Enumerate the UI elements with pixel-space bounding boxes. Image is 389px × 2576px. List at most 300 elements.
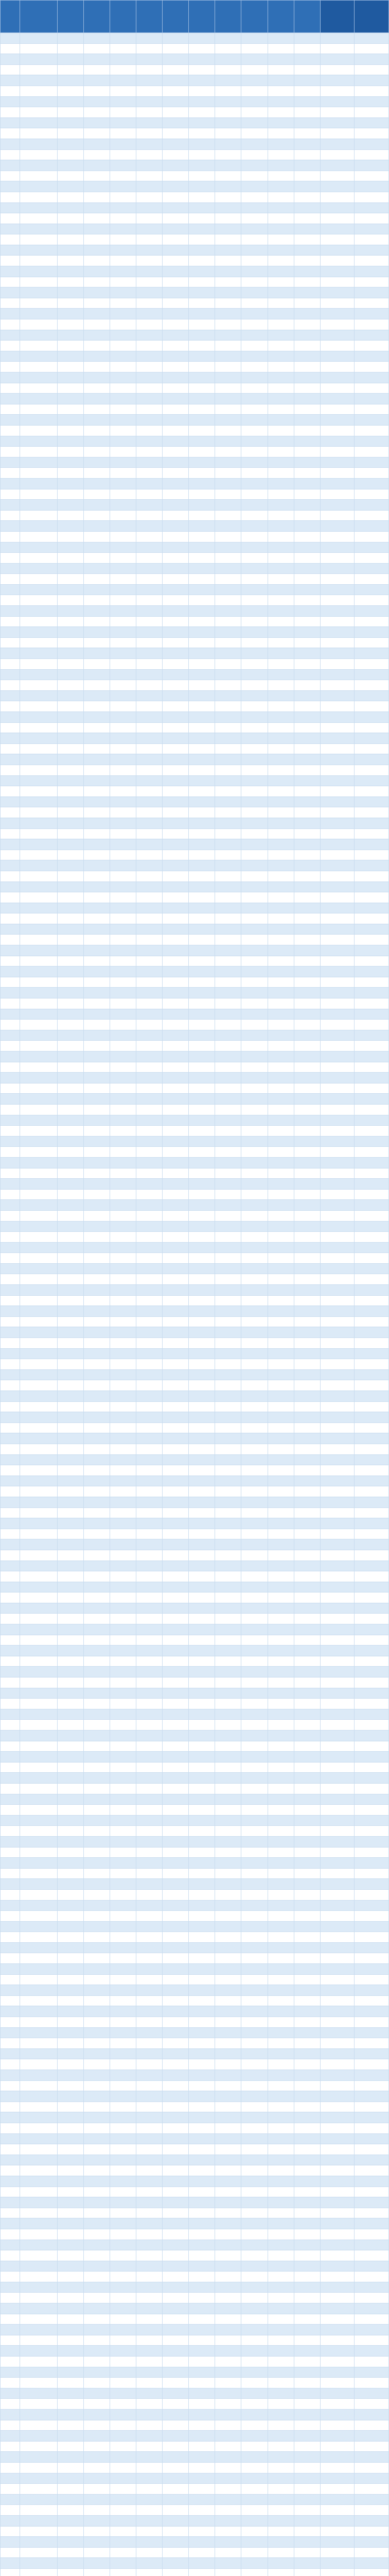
table-cell bbox=[355, 436, 389, 447]
table-cell bbox=[84, 2325, 110, 2335]
table-cell bbox=[355, 1624, 389, 1635]
table-cell bbox=[320, 2080, 355, 2091]
table-cell bbox=[320, 1783, 355, 1794]
table-cell bbox=[189, 1582, 215, 1592]
table-cell bbox=[110, 945, 136, 956]
table-cell bbox=[84, 743, 110, 754]
table-cell bbox=[20, 1168, 57, 1179]
table-row bbox=[1, 1009, 389, 1020]
table-cell bbox=[136, 1995, 163, 2006]
table-cell bbox=[241, 1720, 268, 1731]
table-cell bbox=[241, 542, 268, 553]
table-cell bbox=[163, 1847, 189, 1858]
table-cell bbox=[215, 2388, 241, 2399]
table-cell bbox=[20, 2526, 57, 2537]
table-cell bbox=[163, 1868, 189, 1879]
table-cell bbox=[215, 1380, 241, 1391]
table-row bbox=[1, 1348, 389, 1359]
table-cell bbox=[320, 1858, 355, 1869]
table-cell bbox=[294, 1836, 320, 1847]
table-cell bbox=[241, 1316, 268, 1327]
table-cell bbox=[215, 351, 241, 362]
table-cell bbox=[110, 2293, 136, 2303]
table-cell bbox=[355, 1635, 389, 1646]
table-cell bbox=[268, 754, 294, 765]
table-cell bbox=[20, 1667, 57, 1677]
table-cell bbox=[136, 977, 163, 988]
table-cell bbox=[215, 298, 241, 309]
table-cell bbox=[1, 743, 20, 754]
table-row bbox=[1, 1889, 389, 1900]
table-cell bbox=[355, 733, 389, 744]
table-row bbox=[1, 903, 389, 913]
table-cell bbox=[58, 1253, 84, 1264]
table-cell bbox=[84, 1422, 110, 1433]
table-cell bbox=[163, 1614, 189, 1624]
table-cell bbox=[20, 1232, 57, 1243]
table-cell bbox=[268, 2558, 294, 2569]
table-cell bbox=[163, 882, 189, 892]
table-cell bbox=[84, 1433, 110, 1444]
table-cell bbox=[136, 1646, 163, 1656]
table-cell bbox=[84, 1168, 110, 1179]
table-cell bbox=[110, 701, 136, 712]
table-cell bbox=[320, 1646, 355, 1656]
table-cell bbox=[320, 341, 355, 351]
table-cell bbox=[294, 1635, 320, 1646]
table-cell bbox=[84, 149, 110, 160]
table-cell bbox=[20, 967, 57, 977]
table-cell bbox=[294, 733, 320, 744]
table-cell bbox=[355, 606, 389, 617]
table-cell bbox=[84, 2452, 110, 2463]
table-cell bbox=[20, 627, 57, 638]
table-cell bbox=[58, 903, 84, 913]
table-cell bbox=[241, 1752, 268, 1762]
table-cell bbox=[58, 2218, 84, 2229]
table-cell bbox=[215, 839, 241, 850]
table-cell bbox=[163, 2484, 189, 2495]
table-cell bbox=[320, 2208, 355, 2218]
table-cell bbox=[110, 2325, 136, 2335]
table-cell bbox=[355, 33, 389, 44]
table-cell bbox=[136, 913, 163, 924]
table-cell bbox=[84, 1369, 110, 1380]
table-cell bbox=[20, 202, 57, 213]
table-cell bbox=[110, 828, 136, 839]
table-cell bbox=[268, 234, 294, 245]
table-cell bbox=[189, 659, 215, 670]
table-cell bbox=[215, 1221, 241, 1232]
table-cell bbox=[320, 2165, 355, 2176]
table-cell bbox=[189, 2494, 215, 2505]
table-cell bbox=[20, 701, 57, 712]
table-cell bbox=[110, 277, 136, 287]
table-cell bbox=[294, 574, 320, 585]
table-cell bbox=[320, 2452, 355, 2463]
table-cell bbox=[163, 1635, 189, 1646]
table-cell bbox=[268, 659, 294, 670]
table-cell bbox=[110, 2515, 136, 2526]
table-cell bbox=[20, 1656, 57, 1667]
table-cell bbox=[136, 648, 163, 659]
table-cell bbox=[189, 234, 215, 245]
table-cell bbox=[20, 1052, 57, 1062]
table-cell bbox=[320, 171, 355, 181]
table-cell bbox=[136, 1815, 163, 1826]
table-row bbox=[1, 309, 389, 319]
table-row bbox=[1, 1433, 389, 1444]
table-cell bbox=[84, 447, 110, 457]
table-cell bbox=[20, 775, 57, 786]
table-cell bbox=[215, 2325, 241, 2335]
table-cell bbox=[355, 1391, 389, 1402]
table-row bbox=[1, 1518, 389, 1529]
table-cell bbox=[189, 54, 215, 65]
table-cell bbox=[268, 436, 294, 447]
table-cell bbox=[320, 1200, 355, 1211]
table-cell bbox=[136, 245, 163, 256]
table-row bbox=[1, 2314, 389, 2325]
table-cell bbox=[110, 2441, 136, 2452]
table-cell bbox=[215, 913, 241, 924]
table-cell bbox=[320, 1094, 355, 1105]
table-cell bbox=[1, 1699, 20, 1709]
table-row bbox=[1, 1115, 389, 1126]
table-cell bbox=[355, 1444, 389, 1454]
table-cell bbox=[189, 2314, 215, 2325]
table-cell bbox=[136, 553, 163, 564]
table-row bbox=[1, 107, 389, 118]
table-cell bbox=[136, 1571, 163, 1582]
table-cell bbox=[110, 447, 136, 457]
table-cell bbox=[1, 425, 20, 436]
table-cell bbox=[20, 383, 57, 394]
table-cell bbox=[1, 1083, 20, 1094]
table-row bbox=[1, 913, 389, 924]
table-cell bbox=[241, 1242, 268, 1253]
table-cell bbox=[268, 2420, 294, 2431]
table-cell bbox=[20, 1826, 57, 1837]
table-cell bbox=[20, 1104, 57, 1115]
table-cell bbox=[215, 1062, 241, 1073]
table-cell bbox=[215, 1422, 241, 1433]
table-cell bbox=[294, 2006, 320, 2017]
table-cell bbox=[58, 510, 84, 521]
table-cell bbox=[268, 637, 294, 648]
table-cell bbox=[163, 96, 189, 107]
table-cell bbox=[320, 2218, 355, 2229]
table-cell bbox=[163, 1200, 189, 1211]
table-cell bbox=[320, 1507, 355, 1518]
table-cell bbox=[294, 2282, 320, 2293]
table-cell bbox=[241, 256, 268, 266]
table-cell bbox=[268, 1773, 294, 1784]
table-cell bbox=[1, 637, 20, 648]
table-cell bbox=[189, 1094, 215, 1105]
table-cell bbox=[110, 1454, 136, 1465]
table-cell bbox=[136, 1539, 163, 1550]
table-cell bbox=[241, 882, 268, 892]
table-cell bbox=[355, 2229, 389, 2240]
table-cell bbox=[20, 86, 57, 96]
table-cell bbox=[189, 1571, 215, 1582]
table-cell bbox=[294, 234, 320, 245]
table-cell bbox=[294, 2144, 320, 2155]
table-cell bbox=[294, 1295, 320, 1306]
table-cell bbox=[320, 160, 355, 171]
table-cell bbox=[136, 160, 163, 171]
table-cell bbox=[294, 754, 320, 765]
table-cell bbox=[84, 1592, 110, 1603]
table-cell bbox=[355, 1571, 389, 1582]
table-cell bbox=[84, 1921, 110, 1932]
table-cell bbox=[84, 1911, 110, 1922]
table-cell bbox=[355, 722, 389, 733]
table-cell bbox=[84, 75, 110, 86]
table-cell bbox=[294, 2346, 320, 2357]
table-cell bbox=[294, 2537, 320, 2548]
table-cell bbox=[20, 1126, 57, 1137]
table-cell bbox=[163, 1995, 189, 2006]
table-cell bbox=[189, 2218, 215, 2229]
table-row bbox=[1, 2357, 389, 2367]
table-cell bbox=[20, 2218, 57, 2229]
table-cell bbox=[355, 383, 389, 394]
table-row bbox=[1, 1815, 389, 1826]
table-cell bbox=[110, 1189, 136, 1200]
table-row bbox=[1, 234, 389, 245]
table-cell bbox=[215, 1115, 241, 1126]
table-cell bbox=[189, 584, 215, 595]
table-cell bbox=[189, 1295, 215, 1306]
table-cell bbox=[241, 2250, 268, 2261]
table-cell bbox=[1, 2091, 20, 2102]
table-cell bbox=[268, 2399, 294, 2410]
table-cell bbox=[84, 2240, 110, 2250]
table-cell bbox=[355, 75, 389, 86]
table-cell bbox=[241, 2388, 268, 2399]
table-cell bbox=[268, 1412, 294, 1423]
table-cell bbox=[355, 1232, 389, 1243]
table-cell bbox=[189, 1020, 215, 1030]
table-cell bbox=[84, 1709, 110, 1720]
table-cell bbox=[189, 1868, 215, 1879]
table-cell bbox=[355, 2261, 389, 2272]
table-cell bbox=[1, 2272, 20, 2282]
table-cell bbox=[215, 1465, 241, 1476]
table-cell bbox=[215, 1783, 241, 1794]
table-row bbox=[1, 1126, 389, 1137]
table-cell bbox=[189, 627, 215, 638]
table-cell bbox=[294, 2250, 320, 2261]
table-cell bbox=[110, 1900, 136, 1911]
table-cell bbox=[189, 2240, 215, 2250]
table-cell bbox=[58, 2272, 84, 2282]
table-cell bbox=[110, 903, 136, 913]
table-cell bbox=[294, 2133, 320, 2144]
table-cell bbox=[189, 64, 215, 75]
table-cell bbox=[355, 160, 389, 171]
table-cell bbox=[189, 1667, 215, 1677]
table-cell bbox=[268, 1688, 294, 1699]
table-cell bbox=[20, 1274, 57, 1285]
table-cell bbox=[1, 860, 20, 871]
table-cell bbox=[20, 1348, 57, 1359]
table-cell bbox=[163, 478, 189, 489]
table-cell bbox=[189, 2505, 215, 2516]
table-cell bbox=[215, 1550, 241, 1561]
table-cell bbox=[58, 1444, 84, 1454]
table-cell bbox=[20, 1221, 57, 1232]
table-cell bbox=[163, 160, 189, 171]
table-cell bbox=[84, 2006, 110, 2017]
table-cell bbox=[58, 712, 84, 723]
table-cell bbox=[294, 457, 320, 468]
table-cell bbox=[110, 1412, 136, 1423]
table-cell bbox=[294, 341, 320, 351]
table-cell bbox=[294, 1995, 320, 2006]
table-cell bbox=[189, 2547, 215, 2558]
table-cell bbox=[294, 1232, 320, 1243]
table-cell bbox=[294, 1030, 320, 1041]
table-cell bbox=[294, 54, 320, 65]
table-cell bbox=[110, 54, 136, 65]
table-cell bbox=[355, 181, 389, 192]
table-cell bbox=[294, 2187, 320, 2197]
table-cell bbox=[294, 128, 320, 139]
table-cell bbox=[268, 1422, 294, 1433]
table-cell bbox=[189, 1221, 215, 1232]
table-cell bbox=[294, 2091, 320, 2102]
table-cell bbox=[84, 468, 110, 479]
table-cell bbox=[20, 1794, 57, 1805]
table-row bbox=[1, 2420, 389, 2431]
table-cell bbox=[58, 2070, 84, 2081]
table-cell bbox=[58, 648, 84, 659]
table-cell bbox=[20, 2547, 57, 2558]
table-cell bbox=[294, 2505, 320, 2516]
table-cell bbox=[20, 1020, 57, 1030]
table-cell bbox=[189, 871, 215, 882]
table-row bbox=[1, 1667, 389, 1677]
table-cell bbox=[320, 818, 355, 828]
table-cell bbox=[215, 1348, 241, 1359]
table-cell bbox=[189, 139, 215, 149]
table-cell bbox=[20, 107, 57, 118]
table-cell bbox=[20, 818, 57, 828]
table-cell bbox=[215, 2537, 241, 2548]
table-cell bbox=[163, 1285, 189, 1296]
table-cell bbox=[110, 1200, 136, 1211]
table-cell bbox=[294, 1592, 320, 1603]
table-cell bbox=[294, 1380, 320, 1391]
table-cell bbox=[20, 2102, 57, 2112]
table-cell bbox=[241, 1338, 268, 1349]
table-cell bbox=[189, 1189, 215, 1200]
table-cell bbox=[84, 1550, 110, 1561]
table-cell bbox=[268, 1858, 294, 1869]
table-cell bbox=[20, 75, 57, 86]
table-cell bbox=[110, 1783, 136, 1794]
table-cell bbox=[320, 606, 355, 617]
table-cell bbox=[189, 2027, 215, 2038]
table-cell bbox=[1, 1889, 20, 1900]
table-cell bbox=[58, 1974, 84, 1985]
table-cell bbox=[58, 542, 84, 553]
table-cell bbox=[355, 712, 389, 723]
table-cell bbox=[189, 2568, 215, 2576]
table-cell bbox=[215, 181, 241, 192]
table-row bbox=[1, 1486, 389, 1497]
table-row bbox=[1, 2303, 389, 2314]
table-cell bbox=[268, 1136, 294, 1147]
table-cell bbox=[215, 2112, 241, 2123]
column-header-0 bbox=[1, 1, 20, 33]
table-cell bbox=[294, 489, 320, 500]
table-row bbox=[1, 2410, 389, 2420]
table-cell bbox=[215, 627, 241, 638]
table-row bbox=[1, 298, 389, 309]
table-cell bbox=[1, 1592, 20, 1603]
table-row bbox=[1, 202, 389, 213]
table-row bbox=[1, 1571, 389, 1582]
table-row bbox=[1, 1157, 389, 1168]
table-cell bbox=[84, 2091, 110, 2102]
table-cell bbox=[1, 2526, 20, 2537]
table-cell bbox=[136, 892, 163, 903]
table-cell bbox=[189, 1879, 215, 1890]
table-cell bbox=[110, 2176, 136, 2187]
table-cell bbox=[84, 1083, 110, 1094]
table-cell bbox=[163, 977, 189, 988]
table-cell bbox=[241, 956, 268, 967]
table-cell bbox=[136, 2399, 163, 2410]
table-cell bbox=[294, 1731, 320, 1741]
table-cell bbox=[136, 935, 163, 945]
table-cell bbox=[241, 192, 268, 202]
table-cell bbox=[189, 457, 215, 468]
table-cell bbox=[163, 1529, 189, 1539]
table-cell bbox=[355, 1253, 389, 1264]
table-row bbox=[1, 1995, 389, 2006]
table-cell bbox=[58, 1338, 84, 1349]
table-cell bbox=[84, 595, 110, 606]
table-cell bbox=[320, 1062, 355, 1073]
table-cell bbox=[355, 1052, 389, 1062]
table-cell bbox=[1, 75, 20, 86]
table-cell bbox=[110, 935, 136, 945]
table-cell bbox=[241, 107, 268, 118]
table-cell bbox=[1, 1773, 20, 1784]
table-cell bbox=[163, 775, 189, 786]
table-cell bbox=[320, 733, 355, 744]
table-cell bbox=[268, 2568, 294, 2576]
table-cell bbox=[163, 2017, 189, 2028]
table-cell bbox=[189, 1041, 215, 1052]
table-cell bbox=[320, 1762, 355, 1773]
table-cell bbox=[110, 1592, 136, 1603]
table-cell bbox=[136, 765, 163, 775]
table-row bbox=[1, 64, 389, 75]
table-cell bbox=[320, 2261, 355, 2272]
table-cell bbox=[136, 1783, 163, 1794]
table-cell bbox=[241, 1699, 268, 1709]
table-cell bbox=[294, 2462, 320, 2473]
table-cell bbox=[215, 2420, 241, 2431]
table-cell bbox=[355, 2123, 389, 2133]
table-cell bbox=[110, 1836, 136, 1847]
